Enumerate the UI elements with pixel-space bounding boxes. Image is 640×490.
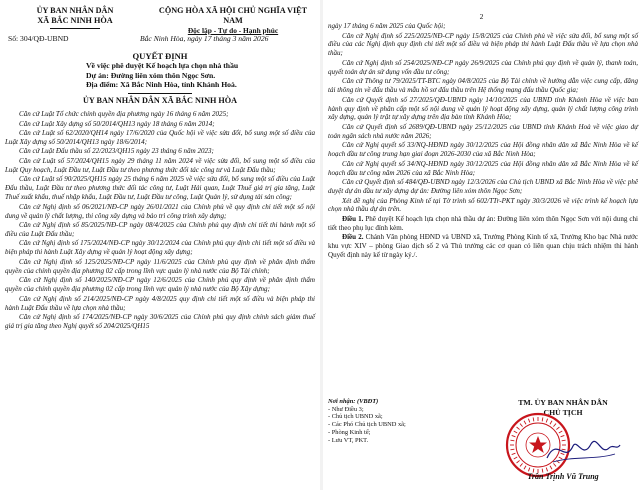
subject-line-1: Về việc phê duyệt Kế hoạch lựa chọn nhà thầu: [86, 61, 239, 70]
nation-line-1: CỘNG HÒA XÃ HỘI CHỦ NGHĨA VIỆT NAM: [158, 6, 308, 25]
signature-position: CHỦ TỊCH: [543, 407, 583, 417]
agency-line-1: ỦY BAN NHÂN DÂN: [36, 6, 114, 15]
legal-basis-paragraph: Căn cứ Nghị định số 85/2025/NĐ-CP ngày 08/4/2025 của Chính phủ quy định chi tiết thi hành một số điều của Luật Đấu thầu;: [5, 221, 315, 238]
legal-basis-paragraph: Căn cứ Luật số 62/2020/QH14 ngày 17/6/2020 của Quốc hội về việc sửa đổi, bổ sung một số điều của Luật Xây dựng số 50/2014/QH13 ngày 18/6/2014;: [5, 129, 315, 146]
nation-line-2: Độc lập - Tự do - Hạnh phúc: [187, 26, 279, 35]
subject-underline: [128, 93, 192, 94]
legal-basis-paragraph: Căn cứ Luật Đấu thầu số 22/2023/QH15 ngày 23 tháng 6 năm 2023;: [19, 147, 214, 156]
article-label: Điều 2.: [342, 233, 364, 242]
article-text: Chánh Văn phòng HĐND và UBND xã, Trưởng Phòng Kinh tế xã, Trưởng Kho bạc Nhà nước khu vực XIV – phòng Giao dịch số 2 và Thủ trưởng các cơ quan có liên quan chịu trách nhiệm thi hành Quyết định này kể từ ngày ký./.: [328, 233, 638, 260]
legal-basis-paragraph: Căn cứ Nghị định số 254/2025/NĐ-CP ngày 26/9/2025 của Chính phủ quy định về quản lý, thanh toán, quyết toán dự án sử dụng vốn đầu tư công;: [328, 58, 638, 76]
legal-basis-continued: [328, 22, 638, 261]
document-title: QUYẾT ĐỊNH: [132, 51, 188, 61]
legal-basis-paragraph: Căn cứ Quyết định số 2689/QĐ-UBND ngày 25/12/2025 của UBND tỉnh Khánh Hoà về việc giao dự toán ngân sách nhà nước năm 2026;: [328, 122, 638, 140]
legal-basis-paragraph: Căn cứ Nghị định số 225/2025/NĐ-CP ngày 15/8/2025 của Chính phủ về việc sửa đổi, bổ sung một số điều của các Nghị định quy định chi tiết một số điều và biện pháp thi hành Luật Đấu thầu về lựa chọn nhà thầu;: [328, 31, 638, 58]
legal-basis-paragraph: Xét đề nghị của Phòng Kinh tế tại Tờ trình số 602/TTr-PKT ngày 30/3/2026 về việc trình kế hoạch lựa chọn nhà thầu dự án trên.: [328, 196, 638, 214]
legal-basis-paragraph: Căn cứ Nghị định số 174/2025/NĐ-CP ngày 30/6/2025 của Chính phủ quy định chính sách giảm thuế giá trị gia tăng theo Nghị quyết số 204/2025/QH15: [5, 313, 315, 330]
recipients-list: [328, 406, 468, 445]
legal-basis-paragraph: Căn cứ Luật số 57/2024/QH15 ngày 29 tháng 11 năm 2024 về việc sửa đổi, bổ sung một số điều của Luật Quy hoạch, Luật Đầu tư, Luật Đầu tư theo phương thức đối tác công tư và Luật Đấu thầu;: [5, 156, 315, 174]
article-paragraph: [328, 215, 638, 233]
handwritten-signature: [543, 430, 623, 470]
signature-title: TM. ỦY BAN NHÂN DÂN: [518, 398, 608, 407]
recipient-item: - Chủ tịch UBND xã;: [328, 413, 383, 421]
document-subject: [86, 61, 316, 90]
legal-basis-paragraph: Căn cứ Nghị quyết số 34/NQ-HĐND ngày 30/12/2025 của Hội đồng nhân dân xã Bắc Ninh Hòa về kế hoạch đầu tư công năm 2026 của xã Bắc Ninh Hòa;: [328, 159, 638, 177]
legal-basis-paragraph: Căn cứ Nghị định số 06/2021/NĐ-CP ngày 26/01/2021 của Chính phủ về quy định chi tiết một số nội dung về quản lý chất lượng, thi công xây dựng và bảo trì công trình xây dựng;: [5, 202, 315, 220]
recipients-block: [328, 398, 468, 444]
legal-basis-paragraph: Căn cứ Nghị định số 175/2024/NĐ-CP ngày 30/12/2024 của Chính phủ quy định chi tiết một số điều và biện pháp thi hành Luật Xây dựng về quản lý hoạt động xây dựng;: [5, 239, 315, 257]
legal-basis-paragraph: Căn cứ Luật Xây dựng số 50/2014/QH13 ngày 18 tháng 6 năm 2014;: [19, 119, 215, 128]
legal-basis-paragraph: Căn cứ Nghị định số 125/2025/NĐ-CP ngày 11/6/2025 của Chính phủ quy định về phân định thẩm quyền của chính quyền địa phương 02 cấp trong lĩnh vực quản lý nhà nước của Bộ Tài chính;: [5, 257, 315, 275]
document-page-2: [323, 0, 640, 490]
issuing-authority: ỦY BAN NHÂN DÂN XÃ BẮC NINH HÒA: [82, 96, 238, 105]
legal-basis-paragraph: Căn cứ Nghị định số 214/2025/NĐ-CP ngày 4/8/2025 quy định chi tiết một số điều và biện pháp thi hành Luật Đấu thầu về lựa chọn nhà thầu;: [5, 294, 315, 312]
document-number: Số: 304/QĐ-UBND: [8, 34, 69, 43]
recipients-title: Nơi nhận: (VBĐT): [328, 398, 379, 405]
agency-underline: [50, 28, 100, 29]
place-date: Bắc Ninh Hòa, ngày 17 tháng 3 năm 2026: [140, 34, 269, 43]
legal-basis-paragraph: Căn cứ Quyết định số 27/2025/QĐ-UBND ngày 14/10/2025 của UBND tỉnh Khánh Hòa về việc ban hành quy định về phân cấp một số nội dung về quản lý hoạt động xây dựng, quản lý chất lượng công trình xây dựng, quản lý trật tự xây dựng trên địa bàn tỉnh Khánh Hòa;: [328, 95, 638, 122]
legal-basis-paragraph: Căn cứ Quyết định số 484/QĐ-UBND ngày 12/3/2026 của Chủ tịch UBND xã Bắc Ninh Hòa về việc phê duyệt dự án đầu tư xây dựng dự án: Đường liên xóm thôn Ngọc Sơn;: [328, 178, 638, 196]
legal-basis-paragraph: Căn cứ Nghị định số 140/2025/NĐ-CP ngày 12/6/2025 của Chính phủ quy định về phân định thẩm quyền của chính quyền địa phương 02 cấp trong lĩnh vực quản lý nhà nước của Bộ Xây dựng;: [5, 276, 315, 294]
subject-line-3: Địa điểm: Xã Bắc Ninh Hòa, tỉnh Khánh Hoà.: [86, 80, 237, 90]
agency-line-2: XÃ BẮC NINH HÒA: [37, 16, 113, 25]
article-paragraph: [328, 233, 638, 260]
recipient-item: - Phòng Kinh tế;: [328, 428, 371, 436]
subject-line-2: Dự án: Đường liên xóm thôn Ngọc Sơn.: [86, 70, 216, 80]
legal-basis-paragraph: Căn cứ Luật Tổ chức chính quyền địa phương ngày 16 tháng 6 năm 2025;: [19, 110, 229, 118]
agency-header: [8, 6, 142, 26]
legal-basis-section: [5, 110, 315, 331]
legal-basis-paragraph: Căn cứ Luật số 90/2025/QH15 ngày 25 tháng 6 năm 2025 về việc sửa đổi, bổ sung một số điều của Luật Đấu thầu, Luật Đầu tư theo phương thức đối tác công tư, Luật Hải quan, Luật Thuế giá trị gia tăng, Luật Thuế xuất khẩu, thuế nhập khẩu, Luật Đầu tư, Luật Đầu tư công, Luật Quản lý, sử dụng tài sản công;: [5, 175, 315, 202]
legal-basis-paragraph: ngày 17 tháng 6 năm 2025 của Quốc hội;: [328, 22, 446, 30]
legal-basis-paragraph: Căn cứ Nghị quyết số 33/NQ-HĐND ngày 30/12/2025 của Hội đồng nhân dân xã Bắc Ninh Hòa về kế hoạch đầu tư công trung hạn giai đoạn 2026-2030 của xã Bắc Ninh Hòa;: [328, 141, 638, 159]
recipient-item: - Các Phó Chủ tịch UBND xã;: [328, 421, 406, 429]
national-header: [150, 6, 316, 36]
article-text: Phê duyệt Kế hoạch lựa chọn nhà thầu dự án: Đường liên xóm thôn Ngọc Sơn với nội dung chi tiết theo phụ lục đính kèm.: [328, 214, 638, 232]
signer-name: Trần Trịnh Vũ Trung: [527, 472, 599, 481]
recipient-item: - Như Điều 3;: [328, 405, 364, 413]
page-number: 2: [479, 12, 484, 21]
recipient-item: - Lưu VT, PKT.: [328, 436, 369, 444]
legal-basis-paragraph: Căn cứ Thông tư 79/2025/TT-BTC ngày 04/8/2025 của Bộ Tài chính về hướng dẫn việc cung cấp, đăng tải thông tin về đấu thầu và mẫu hồ sơ đấu thầu trên Hệ thống mạng đấu thầu Quốc gia;: [328, 77, 638, 95]
article-label: Điều 1.: [342, 214, 364, 223]
